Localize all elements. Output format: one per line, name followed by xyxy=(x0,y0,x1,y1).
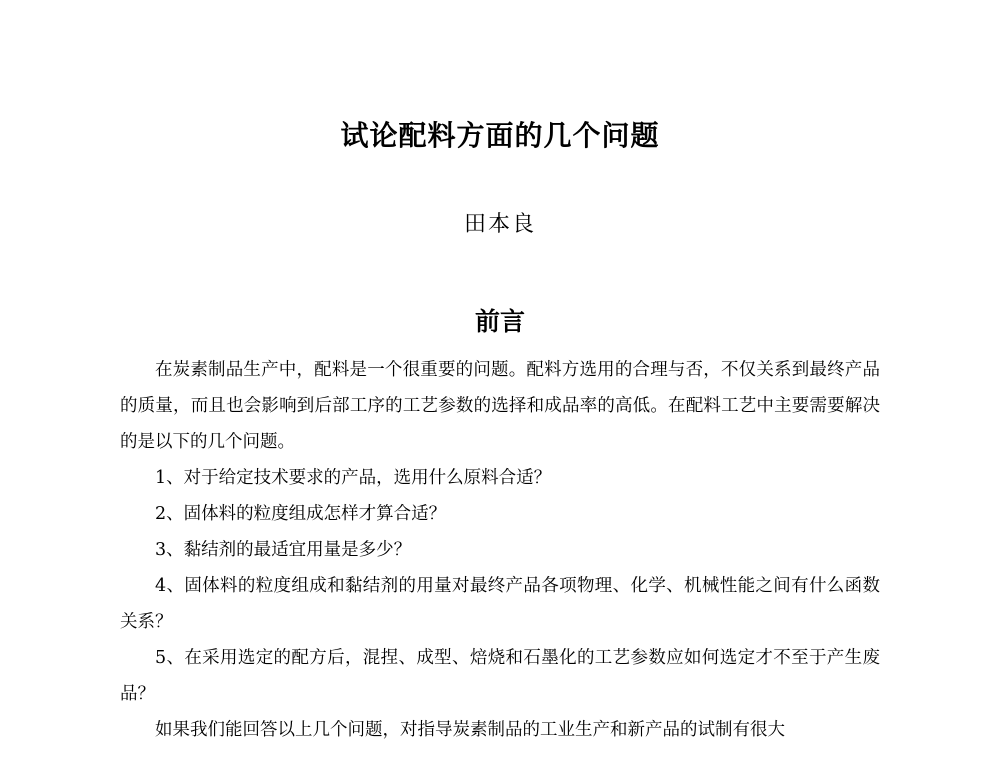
section-heading: 前言 xyxy=(474,307,525,336)
list-item-3: 3、黏结剂的最适宜用量是多少？ xyxy=(155,540,412,560)
list-item-4: 4、固体料的粒度组成和黏结剂的用量对最终产品各项物理、化学、机械性能之间有什么函数关系？ xyxy=(120,576,880,632)
paragraph-intro: 在炭素制品生产中，配料是一个很重要的问题。配料方选用的合理与否，不仅关系到最终产品的质量，而且也会影响到后部工序的工艺参数的选择和成品率的高低。在配料工艺中主要需要解决的是以下的几个问题。 xyxy=(120,360,880,452)
list-item-5: 5、在采用选定的配方后，混捏、成型、焙烧和石墨化的工艺参数应如何选定才不至于产生废品？ xyxy=(120,648,880,704)
list-item-1: 1、对于给定技术要求的产品，选用什么原料合适？ xyxy=(155,468,552,488)
paper-title: 试论配料方面的几个问题 xyxy=(340,119,660,152)
author-name: 田本良 xyxy=(463,212,536,237)
body-text xyxy=(120,352,880,748)
paragraph-conclusion: 如果我们能回答以上几个问题，对指导炭素制品的工业生产和新产品的试制有很大 xyxy=(155,720,785,740)
list-item-2: 2、固体料的粒度组成怎样才算合适？ xyxy=(155,504,447,524)
